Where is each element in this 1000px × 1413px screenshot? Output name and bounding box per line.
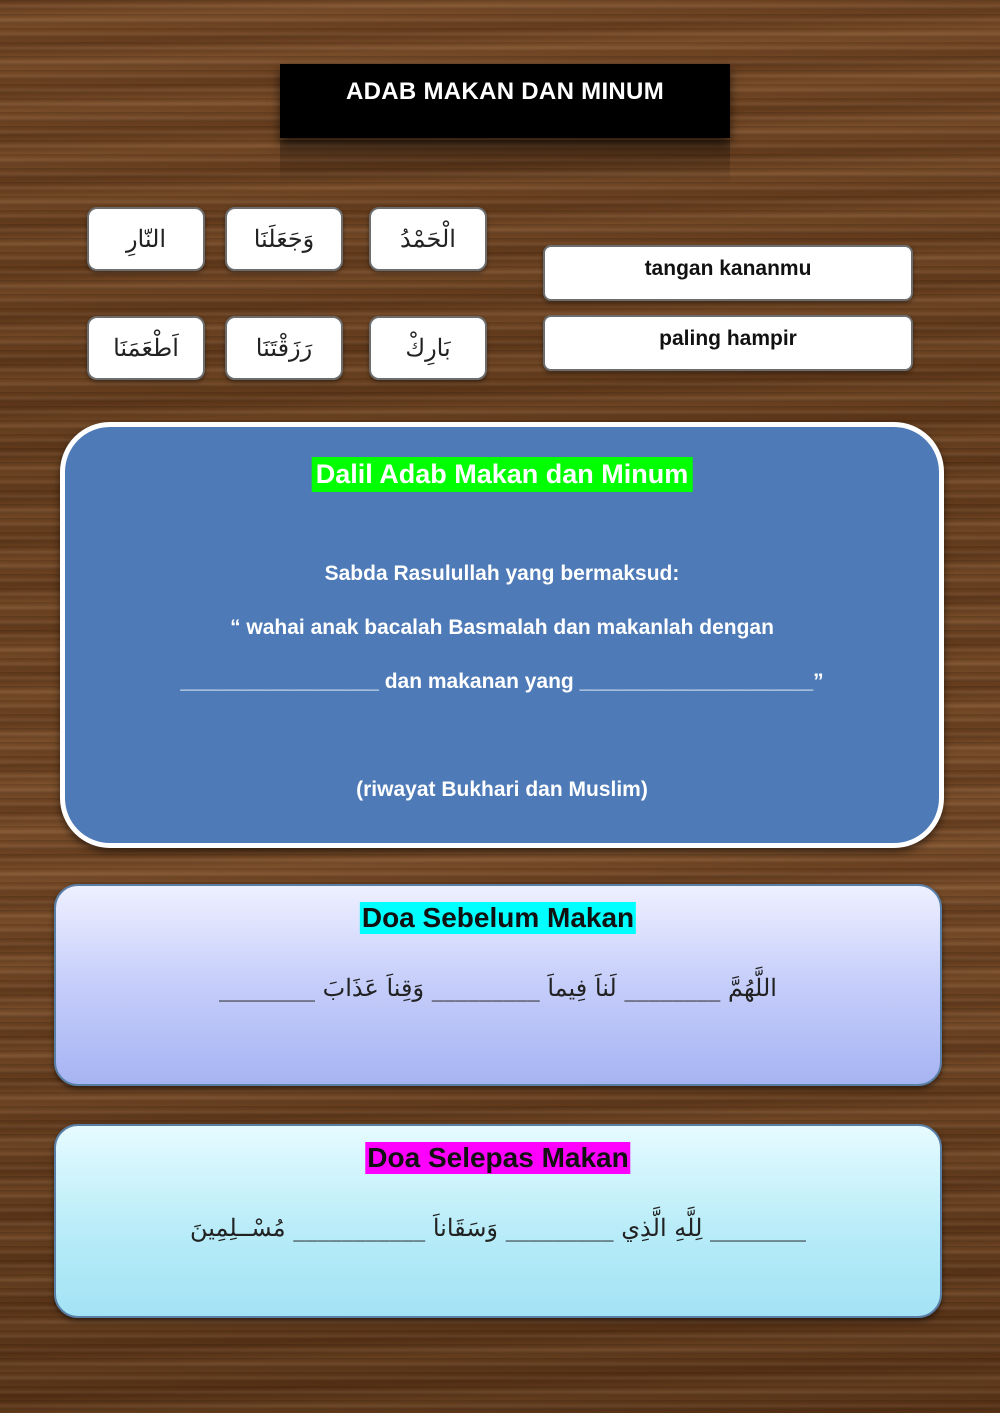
doa-selepas-heading: Doa Selepas Makan — [367, 1142, 629, 1173]
text-card-label: paling hampir — [659, 327, 797, 350]
doa-sebelum-text-blanks[interactable]: اللَّهُمَّ ________ لَناَ فِيماَ _________ وَقِناَ عَذَابَ ________ — [219, 974, 777, 1002]
word-card-barik[interactable] — [369, 316, 487, 380]
word-card-razaqtana[interactable] — [225, 316, 343, 380]
word-card-label: وَجَعَلَنَا — [253, 225, 315, 253]
text-card-label: tangan kananmu — [644, 257, 812, 280]
text-card-paling-hampir[interactable] — [543, 315, 913, 371]
word-card-label: اَطْعَمَنَا — [113, 334, 179, 362]
word-card-label: الْحَمْدُ — [400, 225, 456, 253]
dalil-panel — [60, 422, 944, 848]
word-card-wajaalana[interactable] — [225, 207, 343, 271]
word-card-label: بَارِكْ — [405, 334, 451, 362]
doa-selepas-text-blanks[interactable]: ________ لِلَّهِ الَّذِي _________ وَسَقَاناَ ___________ مُسْــلِمِينَ — [189, 1214, 807, 1242]
word-card-label: رَزَقْتَنَا — [255, 334, 313, 362]
word-card-alhamdu[interactable] — [369, 207, 487, 271]
dalil-source: (riwayat Bukhari dan Muslim) — [356, 778, 648, 801]
doa-sebelum-heading: Doa Sebelum Makan — [361, 902, 635, 933]
word-card-label: النّارِ — [125, 225, 167, 253]
dalil-heading: Dalil Adab Makan dan Minum — [312, 457, 693, 492]
doa-selepas-panel — [54, 1124, 942, 1318]
title-reflection — [280, 140, 730, 185]
dalil-quote-line1: “ wahai anak bacalah Basmalah dan makanlah dengan — [230, 616, 774, 639]
doa-sebelum-panel — [54, 884, 942, 1086]
page-title-text: ADAB MAKAN DAN MINUM — [346, 78, 664, 105]
page-title — [280, 64, 730, 138]
word-card-atamana[interactable] — [87, 316, 205, 380]
word-card-annar[interactable] — [87, 207, 205, 271]
dalil-quote-line2-blanks[interactable]: _________________ dan makanan yang ____________________” — [180, 670, 824, 693]
text-card-tangan-kananmu[interactable] — [543, 245, 913, 301]
dalil-intro: Sabda Rasulullah yang bermaksud: — [324, 562, 680, 585]
